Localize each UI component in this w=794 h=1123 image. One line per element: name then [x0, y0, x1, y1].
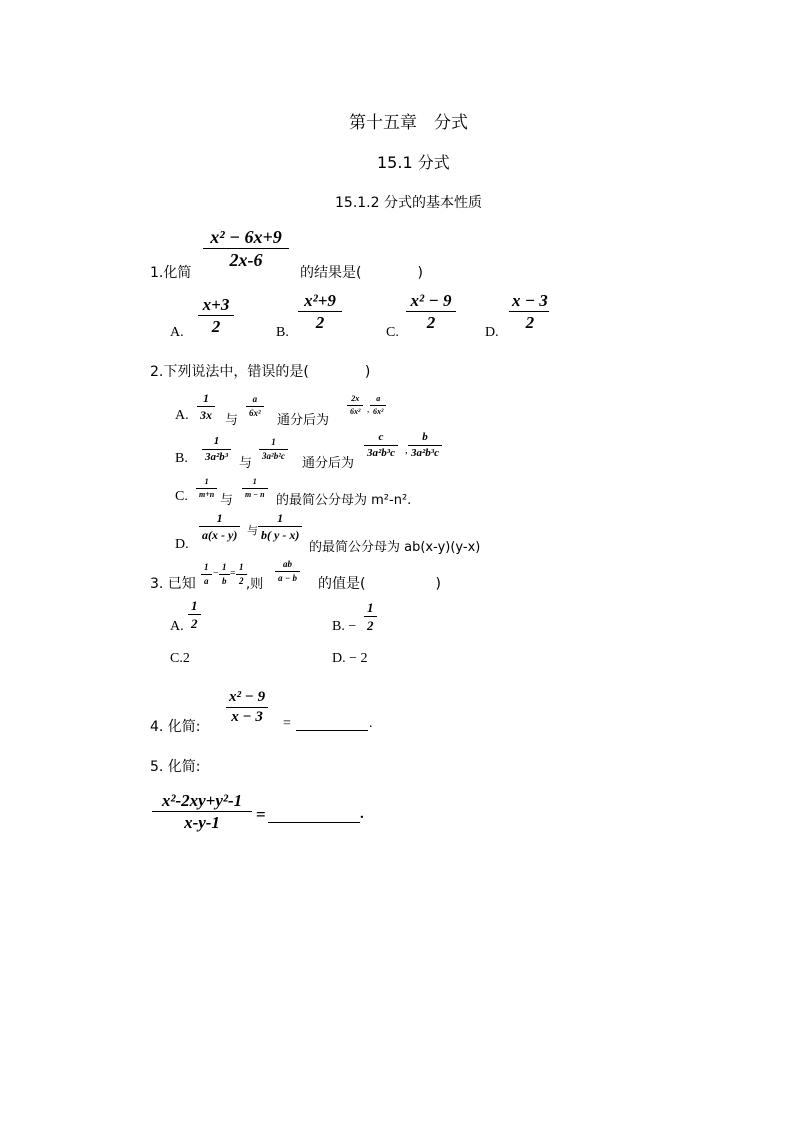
q1-option-a-numerator: x+3	[202, 295, 230, 314]
q1-option-d-denominator: 2	[525, 313, 535, 332]
fraction-bar	[152, 811, 252, 812]
q5-prefix: 5. 化简:	[150, 759, 201, 775]
numerator: ab	[282, 559, 292, 569]
denominator: a(x - y)	[202, 528, 238, 542]
q5-answer-blank[interactable]	[268, 822, 360, 823]
q2-option-d-label: D.	[175, 537, 189, 552]
numerator: 1	[204, 562, 209, 572]
subsection-title: 15.1.2 分式的基本性质	[335, 195, 482, 211]
denominator: m − n	[245, 490, 265, 499]
numerator: 2x	[351, 394, 360, 403]
numerator: 1	[213, 435, 220, 447]
q2a-result-2	[370, 395, 386, 416]
q2-option-a-label: A.	[175, 408, 189, 423]
q1-option-d	[509, 292, 551, 331]
fraction-bar	[242, 488, 268, 489]
q4-equals: =	[283, 716, 291, 731]
q3-suffix: 的值是( )	[318, 576, 441, 592]
fraction-bar	[202, 449, 231, 450]
denominator: 3a²b³c	[367, 447, 395, 459]
fraction-bar	[298, 311, 342, 312]
numerator: a	[376, 394, 381, 403]
fraction-bar	[259, 449, 288, 450]
numerator: x²-2xy+y²-1	[161, 791, 243, 810]
q5-period: .	[360, 806, 364, 822]
q2d-fraction-2	[258, 512, 302, 541]
denominator: 3x	[200, 408, 212, 422]
q1-option-d-label: D.	[485, 325, 499, 340]
q3-option-a-label: A.	[170, 619, 184, 634]
q2-option-c-label: C.	[175, 489, 188, 504]
numerator: 1	[222, 562, 227, 572]
q4-prefix: 4. 化简:	[150, 719, 201, 735]
q1-expr-numerator: x² − 6x+9	[210, 227, 282, 247]
q3-cond-c	[236, 563, 247, 586]
denominator: 6x²	[350, 407, 361, 416]
q1-option-b-label: B.	[276, 325, 289, 340]
q1-option-b-denominator: 2	[315, 313, 325, 332]
q5-expression	[152, 792, 252, 831]
q3-option-a	[188, 599, 201, 630]
q1-expression	[203, 228, 289, 269]
fraction-bar	[199, 526, 240, 527]
fraction-bar	[236, 574, 247, 575]
q2d-connector: 与	[247, 524, 258, 537]
q1-option-a-denominator: 2	[211, 317, 221, 336]
denominator: x-y-1	[184, 813, 220, 832]
q1-option-a-label: A.	[170, 325, 184, 340]
denominator: 2	[367, 618, 374, 633]
q3-expression	[275, 560, 300, 583]
denominator: 6x²	[249, 408, 261, 418]
q2b-fraction-2	[259, 438, 288, 461]
fraction-bar	[258, 526, 302, 527]
q1-option-d-numerator: x − 3	[512, 291, 548, 310]
numerator: 1	[252, 477, 257, 486]
fraction-bar	[188, 614, 201, 615]
q2b-result-2	[408, 432, 442, 459]
numerator: 1	[367, 600, 374, 615]
q2b-separator: ,	[405, 444, 408, 456]
q2c-connector: 与	[220, 493, 234, 508]
section-title: 15.1 分式	[377, 153, 450, 172]
q2a-fraction-2	[246, 395, 264, 418]
q2a-connector: 与	[225, 413, 239, 428]
chapter-title: 第十五章 分式	[349, 113, 468, 133]
denominator: m+n	[199, 490, 215, 499]
q2-option-b-label: B.	[175, 451, 188, 466]
q1-option-b-numerator: x²+9	[304, 291, 336, 310]
fraction-bar	[347, 405, 363, 406]
denominator: a	[204, 576, 209, 586]
fraction-bar	[226, 707, 268, 708]
q3-cond-a	[201, 563, 212, 586]
q2c-fraction-2	[242, 478, 268, 499]
q3-option-c: C.2	[170, 651, 190, 666]
denominator: x − 3	[231, 709, 263, 725]
q3-minus: −	[213, 568, 219, 579]
fraction-bar	[370, 405, 386, 406]
q3-option-b	[364, 601, 377, 632]
q1-option-a	[198, 296, 234, 335]
q3-cond-b	[219, 563, 230, 586]
q3-equals: =	[230, 568, 236, 579]
q3-option-b-label: B. −	[332, 619, 357, 634]
numerator: 1	[216, 511, 223, 525]
q2b-text: 通分后为	[302, 456, 355, 471]
q4-answer-blank[interactable]	[296, 730, 368, 731]
numerator: 1	[191, 598, 198, 613]
q2-stem: 2.下列说法中，错误的是( )	[150, 364, 371, 380]
fraction-bar	[364, 445, 398, 446]
q2a-result-1	[347, 395, 363, 416]
numerator: x² − 9	[229, 689, 266, 705]
numerator: 1	[203, 391, 209, 405]
q1-option-c-denominator: 2	[426, 313, 436, 332]
q3-option-d: D. − 2	[332, 651, 368, 666]
q1-option-c-label: C.	[386, 325, 399, 340]
q2d-fraction-1	[199, 512, 240, 541]
q4-period: .	[369, 716, 373, 731]
numerator: 1	[239, 562, 244, 572]
q3-prefix: 3. 已知	[150, 576, 196, 592]
q4-expression	[226, 690, 268, 725]
numerator: b	[422, 431, 428, 443]
q2c-text: 的最简公分母为 m²-n².	[276, 493, 412, 508]
fraction-bar	[196, 488, 217, 489]
fraction-bar	[275, 571, 300, 572]
q2a-text: 通分后为	[277, 413, 330, 428]
q2b-fraction-1	[202, 436, 231, 463]
numerator: 1	[277, 511, 284, 525]
q2d-text: 的最简公分母为 ab(x-y)(y-x)	[309, 540, 481, 555]
numerator: a	[252, 394, 258, 404]
denominator: 2	[191, 616, 198, 631]
denominator: 3a²b³	[205, 451, 229, 463]
q1-prefix: 1.化简	[150, 265, 192, 281]
numerator: 1	[271, 437, 276, 447]
denominator: 3a²b³c	[411, 447, 439, 459]
q1-option-c-numerator: x² − 9	[410, 291, 452, 310]
denominator: a − b	[278, 573, 297, 583]
q3-then: ,则	[246, 577, 264, 592]
fraction-bar	[509, 311, 549, 312]
fraction-bar	[246, 406, 264, 407]
fraction-bar	[408, 445, 442, 446]
q1-option-c	[406, 292, 456, 331]
denominator: b	[222, 576, 227, 586]
q1-option-b	[298, 292, 342, 331]
q2b-result-1	[364, 432, 398, 459]
fraction-bar	[198, 315, 234, 316]
denominator: 3a²b²c	[262, 451, 285, 461]
q2c-fraction-1	[196, 478, 217, 499]
fraction-bar	[197, 406, 215, 407]
numerator: c	[378, 431, 384, 443]
numerator: 1	[204, 477, 209, 486]
fraction-bar	[406, 311, 456, 312]
q1-expr-denominator: 2x-6	[229, 250, 263, 270]
q1-suffix: 的结果是( )	[300, 265, 423, 281]
q2b-connector: 与	[239, 456, 253, 471]
fraction-bar	[364, 616, 377, 617]
fraction-bar	[201, 574, 212, 575]
denominator: 6x²	[373, 407, 384, 416]
q2a-separator: ,	[367, 404, 370, 414]
denominator: b( y - x)	[261, 528, 300, 542]
denominator: 2	[239, 576, 244, 586]
q2a-fraction-1	[197, 392, 215, 421]
q5-equals: =	[256, 805, 266, 824]
fraction-bar	[203, 248, 289, 249]
fraction-bar	[219, 574, 230, 575]
